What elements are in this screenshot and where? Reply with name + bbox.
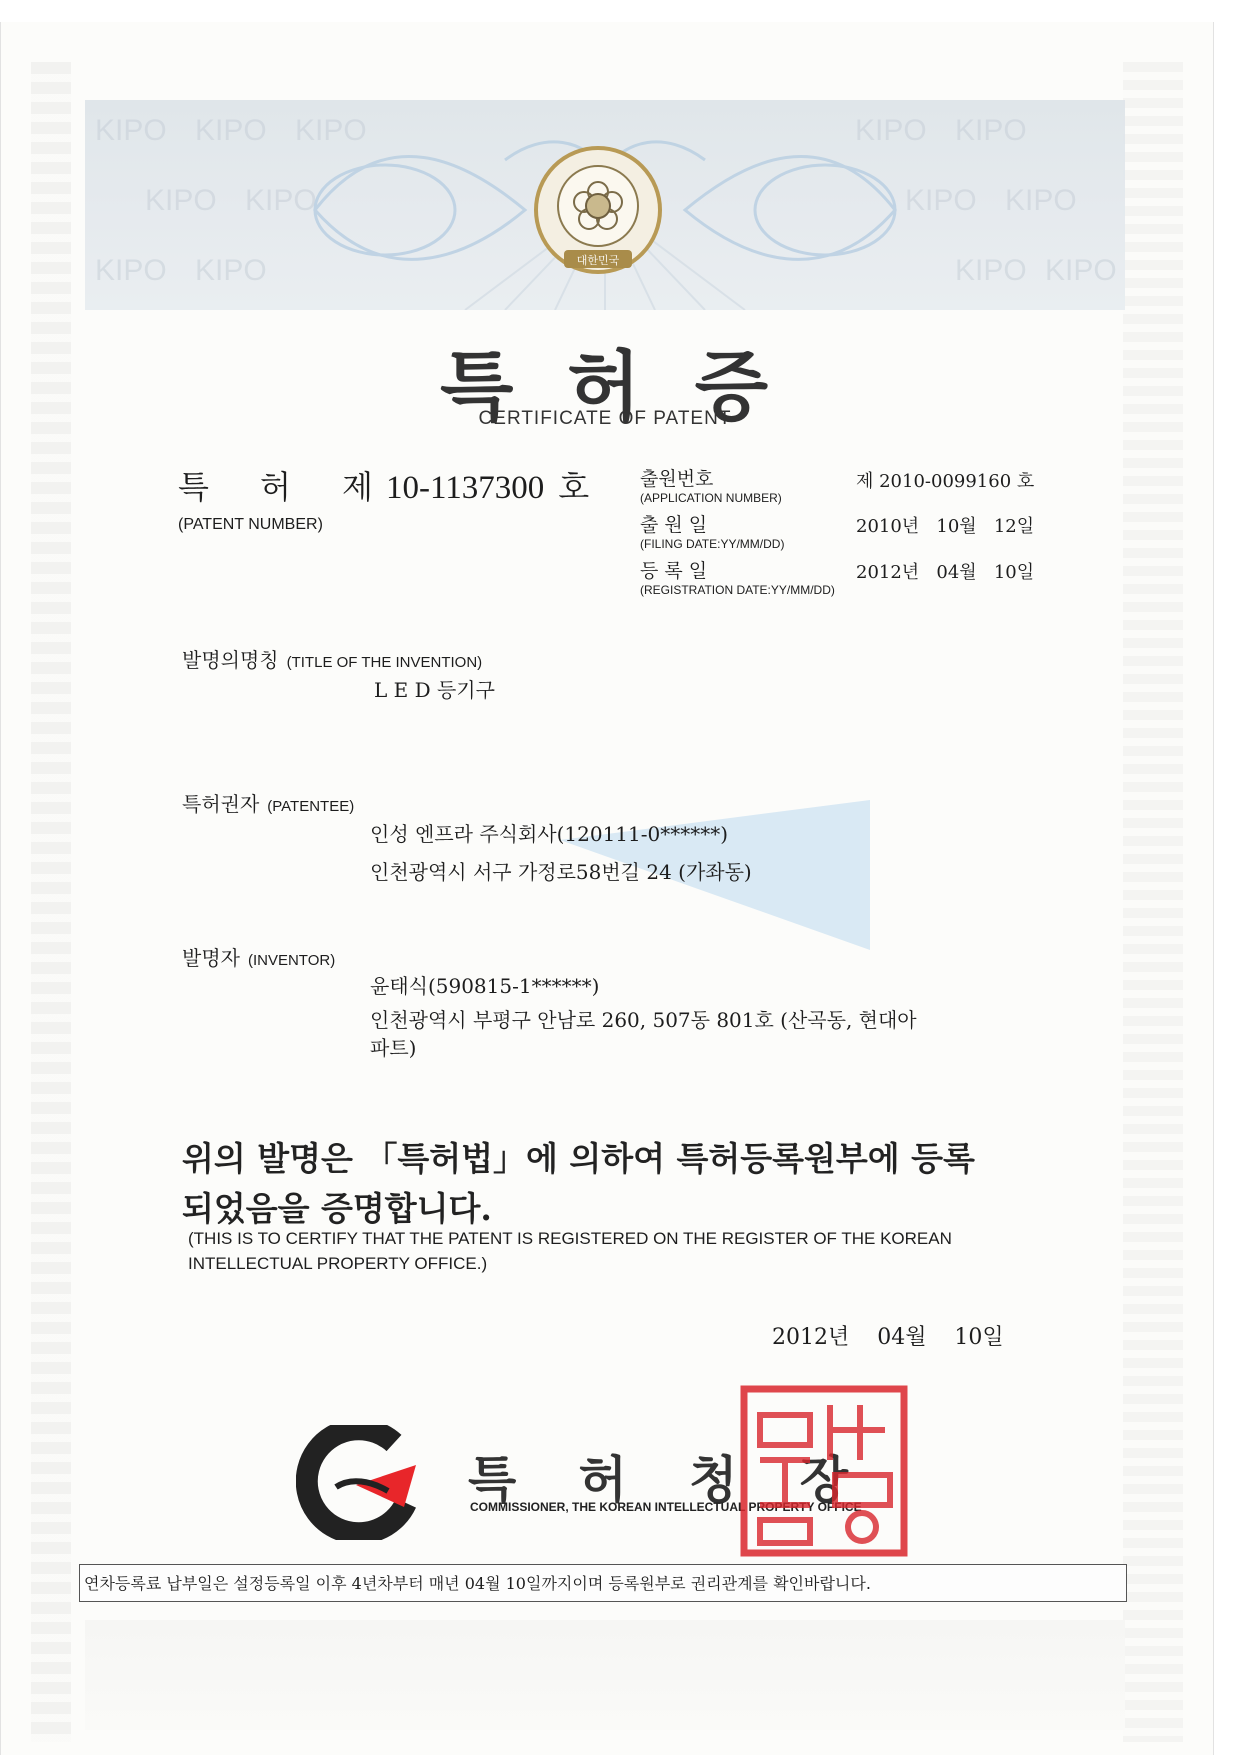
invention-label-ko: 발명의명칭 [182,648,279,672]
banner-watermark: KIPO [955,254,1027,287]
inventor-label-ko: 발명자 [182,946,240,970]
banner-watermark: KIPO [245,184,317,217]
registration-date: 2012년 04월 10일 [856,562,1035,583]
patent-label-char: 제 [342,468,373,506]
patent-number-en: (PATENT NUMBER) [178,516,323,533]
certification-statement-en: (THIS IS TO CERTIFY THAT THE PATENT IS REGISTERED ON THE REGISTER OF THE KOREAN INTELLECTUAL PROPERTY OFFICE.) [188,1229,952,1273]
banner-watermark: KIPO [295,114,367,147]
office-title-en: COMMISSIONER, THE KOREAN INTELLECTUAL PROPERTY OFFICE [470,1500,862,1514]
banner-watermark: KIPO [1045,254,1117,287]
banner-watermark: KIPO [145,184,217,217]
office-title-char: 장 [799,1451,848,1509]
annual-fee-notice: 연차등록료 납부일은 설정등록일 이후 4년차부터 매년 04월 10일까지이며 등록원부로 권리관계를 확인바랍니다. [79,1564,1127,1602]
inventor-label [182,942,335,971]
office-title-char: 허 [578,1451,627,1509]
inventor-address-line2: 파트) [370,1036,417,1060]
registration-date-label-ko: 등 록 일 [640,560,708,582]
invention-title-label [182,644,482,673]
application-label [640,464,782,505]
inventor-address-line1: 인천광역시 부평구 안남로 260, 507동 801호 (산곡동, 현대아 [370,1008,917,1032]
patent-number-line [178,462,608,508]
patentee-name: 인성 엔프라 주식회사(120111-0******) [370,822,729,846]
banner-watermark: KIPO [195,114,267,147]
application-label-ko: 출원번호 [640,468,714,490]
filing-date-label [640,510,784,551]
patent-label-char: 허 [260,468,291,506]
invention-title: L E D 등기구 [374,678,495,702]
filing-date-label-ko: 출 원 일 [640,514,708,536]
bottom-watermark-band [85,1620,1125,1730]
statement-line: 되었음을 증명합니다. [182,1189,492,1228]
registration-date-label-en: (REGISTRATION DATE:YY/MM/DD) [640,583,835,597]
banner-watermark: KIPO [855,114,927,147]
filing-date-label-en: (FILING DATE:YY/MM/DD) [640,537,785,551]
certificate-title-en: CERTIFICATE OF PATENT [478,408,732,429]
statement-line: 위의 발명은 「특허법」에 의하여 특허등록원부에 등록 [182,1139,975,1178]
patentee-label [182,788,354,817]
banner-watermark: KIPO [195,254,267,287]
banner-watermark: KIPO [95,114,167,147]
banner-watermark: KIPO [95,254,167,287]
patent-number: 10-1137300 [386,470,545,506]
banner-watermark: KIPO [955,114,1027,147]
invention-label-en: (TITLE OF THE INVENTION) [286,654,483,671]
right-border-pattern [1123,62,1183,1742]
patentee-address: 인천광역시 서구 가정로58번길 24 (가좌동) [370,860,752,884]
application-label-en: (APPLICATION NUMBER) [640,491,782,505]
banner-watermark: KIPO [905,184,977,217]
patentee-label-ko: 특허권자 [182,792,260,816]
emblem-label: 대한민국 [576,254,620,267]
left-border-pattern [31,62,71,1742]
issue-date: 2012년 04월 10일 [772,1325,1004,1350]
patentee-label-en: (PATENTEE) [267,798,355,815]
patent-label-char: 특 [178,468,209,506]
kipo-logo-icon [296,1425,426,1540]
office-title-char: 청 [689,1451,738,1509]
certification-statement [182,1134,1062,1234]
title-char: 허 [567,342,643,431]
filing-date: 2010년 10월 12일 [856,516,1035,537]
inventor-name: 윤태식(590815-1******) [370,974,600,998]
title-char: 특 [440,342,516,431]
patent-number-suffix: 호 [558,468,590,506]
national-emblem-icon [528,140,668,280]
application-number: 제 2010-0099160 호 [856,471,1035,492]
title-char: 증 [694,342,770,431]
inventor-label-en: (INVENTOR) [247,952,336,969]
office-title-char: 특 [468,1451,517,1509]
official-seal-stamp [740,1385,908,1557]
registration-date-label [640,556,835,597]
banner-watermark: KIPO [1005,184,1077,217]
